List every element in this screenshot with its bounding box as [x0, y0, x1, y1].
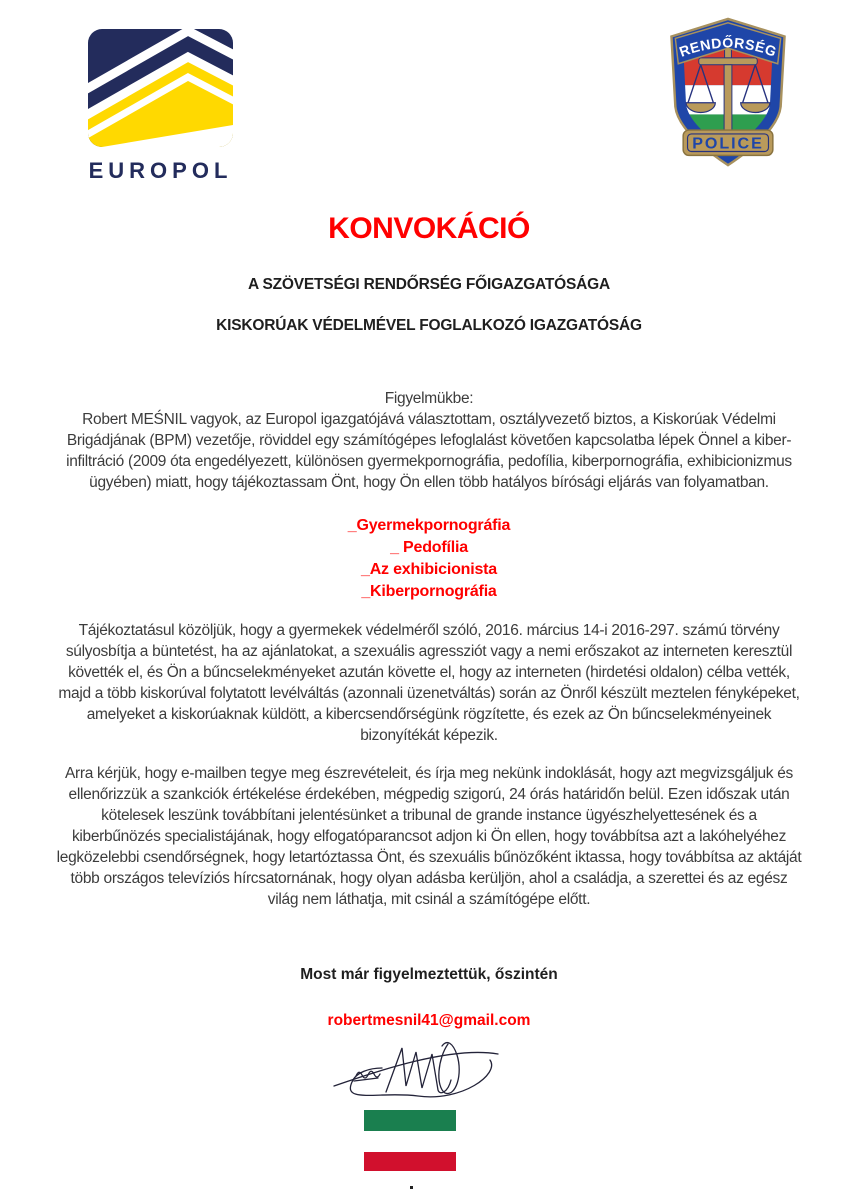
signature-icon	[330, 1034, 506, 1108]
demand-line: világ nem láthatja, mit csinál a számítógépe előtt.	[267, 891, 591, 908]
europol-chevrons-icon	[88, 134, 233, 151]
flag-stripe-red	[364, 1152, 456, 1171]
law-line: súlyosbítja a büntetést, ha az ajánlatokat, a szexuális agressziót vagy a nemi erőszakot az interneten keresztül	[65, 643, 793, 660]
charges-list	[0, 515, 858, 603]
intro-line: Robert MEŚNIL vagyok, az Europol igazgatójává választottam, osztályvezető biztos, a Kiskorúak Védelmi	[82, 411, 776, 428]
charge-item: _Kiberpornográfia	[361, 583, 497, 600]
intro-line: infiltráció (2009 óta engedélyezett, különösen gyermekpornográfia, pedofília, kiberpornográfia, exhibicionizmus	[66, 453, 792, 470]
law-line: majd a több kiskorúval folytatott levélváltás (azonnali üzenetváltás) során az Önről készült meztelen fényképeket,	[58, 685, 800, 702]
intro-line: ügyében) miatt, hogy tájékoztassam Önt, hogy Ön ellen több hatályos bírósági eljárás van folyamatban.	[89, 474, 769, 491]
end-dot	[410, 1186, 413, 1189]
law-line: amelyeket a kiskorúaknak küldött, a kibercsendőrségünk rögzítette, és ezek az Ön bűncselekményeinek	[86, 706, 772, 723]
europol-wordmark: EUROPOL	[88, 158, 233, 183]
charge-item: _Gyermekpornográfia	[347, 517, 511, 534]
demand-line: kiberbűnözés specialistájának, hogy elfogatóparancsot adjon ki Ön ellen, hogy továbbítsa azt a lakóhelyéhez	[71, 828, 787, 845]
intro-label: Figyelmükbe:	[384, 390, 474, 407]
page-title: KONVOKÁCIÓ	[328, 212, 530, 245]
police-banner-text: POLICE	[692, 134, 764, 153]
law-line: bizonyítékát képezik.	[360, 727, 498, 744]
demand-line: kötelesek leszünk továbbítani jelentésünket a tribunal de grande instance ügyészhelyettesének és a	[101, 807, 757, 824]
police-emblem-icon	[650, 13, 806, 173]
demand-line: több országos televíziós hírcsatornának, hogy olyan adásba kerüljön, ahol a családja, a szerettei és az egész	[70, 870, 788, 887]
rendorseg-banner-text: RENDŐRSÉG	[677, 34, 779, 60]
law-line: követték el, és Ön a bűncselekményeket azután követte el, hogy az interneten (hirdetési oldalon) célba vették,	[68, 664, 790, 681]
charge-item: _ Pedofília	[390, 539, 468, 556]
warning-statement: Most már figyelmeztettük, őszintén	[300, 966, 558, 983]
subtitle-directorate: A SZÖVETSÉGI RENDŐRSÉG FŐIGAZGATÓSÁGA	[247, 276, 611, 293]
demand-line: legközelebbi csendőrségnek, hogy letartóztassa Önt, és szexuális bűnözőként iktassa, hogy továbbítsa az aktáját	[56, 849, 802, 866]
subtitle-minors-protection: KISKORÚAK VÉDELMÉVEL FOGLALKOZÓ IGAZGATÓSÁG	[216, 317, 642, 334]
law-paragraph	[0, 620, 858, 746]
law-line: Tájékoztatásul közöljük, hogy a gyermekek védelméről szóló, 2016. március 14-i 2016-297. számú törvény	[78, 622, 780, 639]
demand-paragraph	[0, 763, 858, 910]
intro-paragraph	[0, 388, 858, 493]
flag-stripe-green	[364, 1110, 456, 1131]
demand-line: Arra kérjük, hogy e-mailben tegye meg észrevételeit, és írja meg nekünk indoklását, hogy azt megvizsgáljuk és	[64, 765, 794, 782]
europol-logo	[88, 29, 233, 184]
intro-line: Brigádjának (BPM) vezetője, röviddel egy számítógépes lefoglalást követően kapcsolatba lépek Önnel a kiber-	[66, 432, 792, 449]
contact-email-link[interactable]: robertmesnil41@gmail.com	[327, 1012, 531, 1029]
demand-line: ellenőrizzük a szankciók értékelése érdekében, mégpedig szigorú, 24 órás határidőn belül. Ezen időszak után	[68, 786, 790, 803]
charge-item: _Az exhibicionista	[361, 561, 497, 578]
